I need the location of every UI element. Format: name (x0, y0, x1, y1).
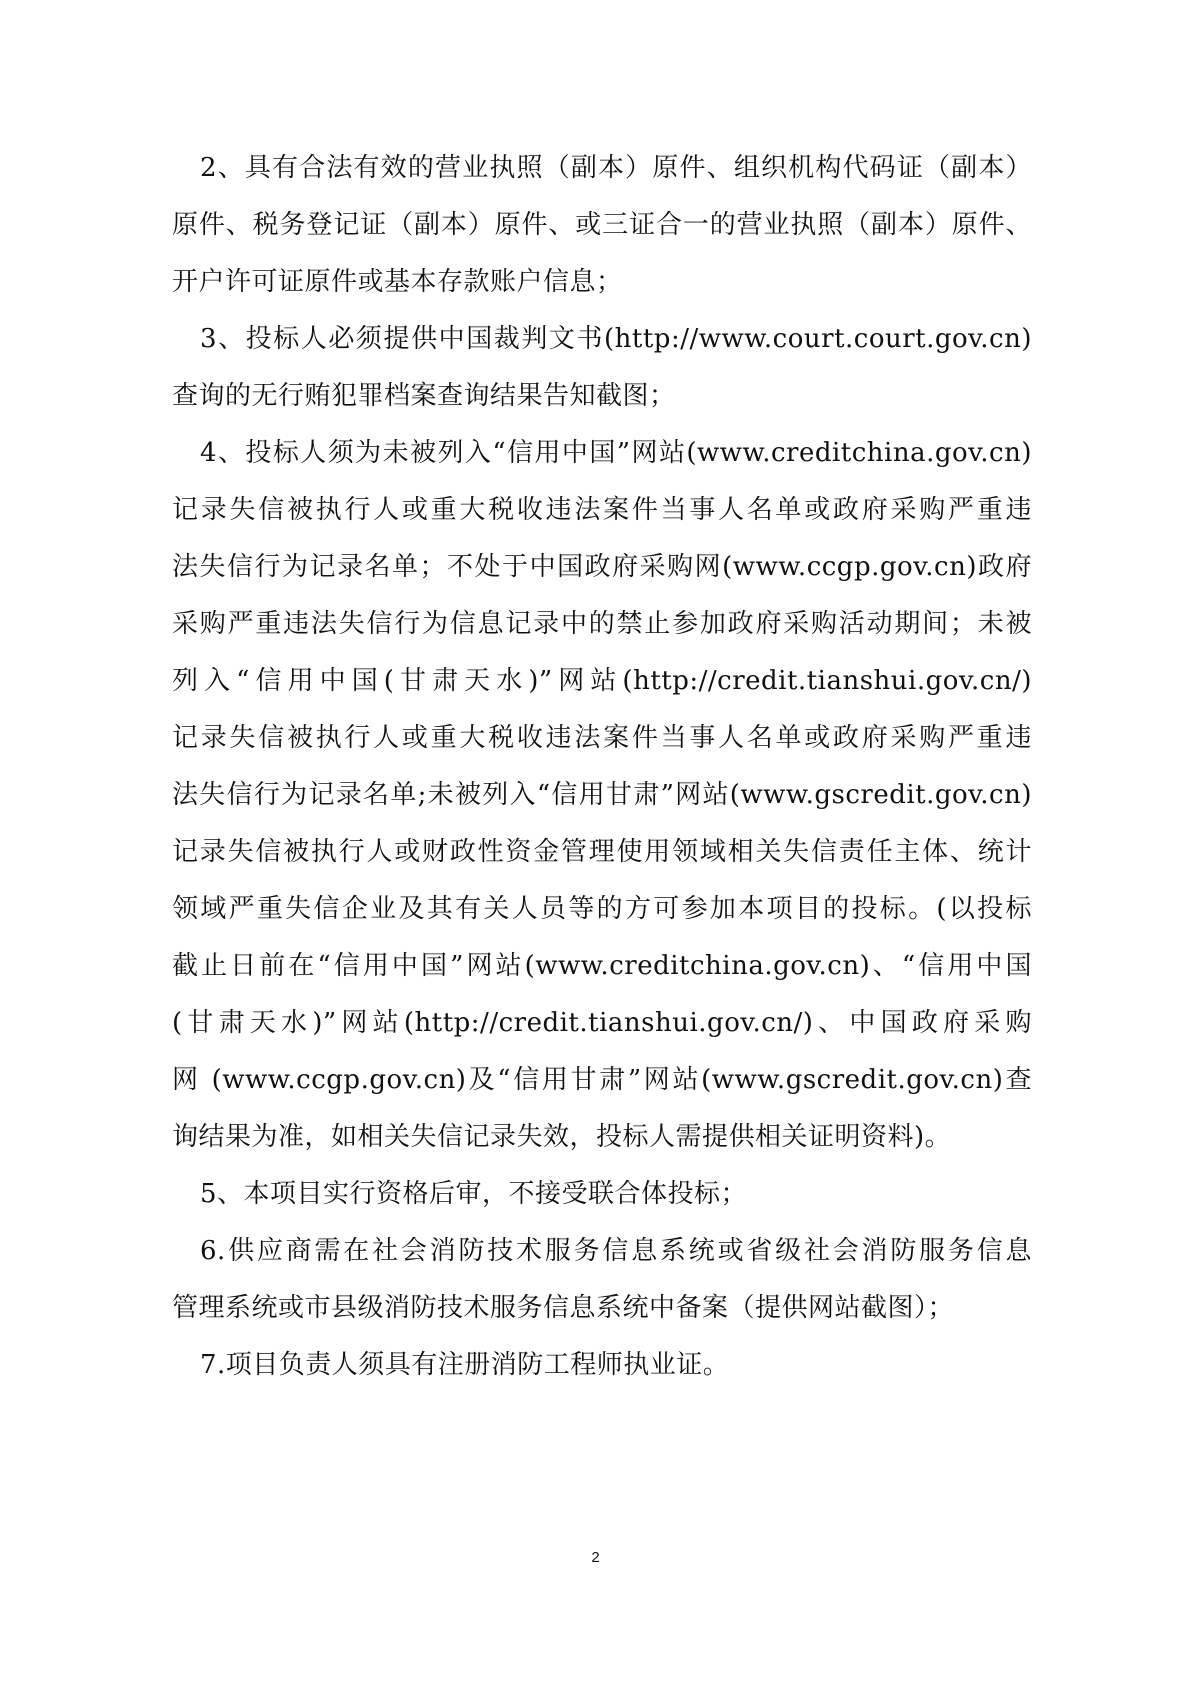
text-line: 列入“信用中国(甘肃天水)”网站(http://credit.tianshui.gov.cn/) (172, 666, 1032, 696)
text-line: 3、投标人必须提供中国裁判文书(http://www.court.court.gov.cn) (200, 324, 1032, 354)
text-line: 领域严重失信企业及其有关人员等的方可参加本项目的投标。(以投标 (172, 894, 1032, 924)
text-line: 记录失信被执行人或重大税收违法案件当事人名单或政府采购严重违 (172, 495, 1032, 525)
text-line: 开户许可证原件或基本存款账户信息； (172, 267, 623, 297)
text-line: 记录失信被执行人或重大税收违法案件当事人名单或政府采购严重违 (172, 723, 1032, 753)
text-line: 5、本项目实行资格后审，不接受联合体投标； (200, 1179, 748, 1209)
text-line: 截止日前在“信用中国”网站(www.creditchina.gov.cn)、“信用中国 (172, 951, 1032, 981)
text-line: 6.供应商需在社会消防技术服务信息系统或省级社会消防服务信息 (200, 1236, 1032, 1266)
text-line: 询结果为准，如相关失信记录失效，投标人需提供相关证明资料)。 (172, 1122, 952, 1152)
text-line: 2、具有合法有效的营业执照（副本）原件、组织机构代码证（副本） (200, 153, 1032, 183)
text-line: 法失信行为记录名单；不处于中国政府采购网(www.ccgp.gov.cn)政府 (172, 552, 1032, 582)
text-line: 4、投标人须为未被列入“信用中国”网站(www.creditchina.gov.cn) (200, 438, 1032, 468)
text-line: 7.项目负责人须具有注册消防工程师执业证。 (200, 1350, 730, 1380)
text-line: 网 (www.ccgp.gov.cn)及“信用甘肃”网站(www.gscredit.gov.cn)查 (172, 1065, 1032, 1095)
text-line: 查询的无行贿犯罪档案查询结果告知截图； (172, 381, 676, 411)
text-line: 原件、税务登记证（副本）原件、或三证合一的营业执照（副本）原件、 (172, 210, 1032, 240)
text-line: 管理系统或市县级消防技术服务信息系统中备案（提供网站截图）； (172, 1293, 955, 1323)
text-line: 记录失信被执行人或财政性资金管理使用领域相关失信责任主体、统计 (172, 837, 1032, 867)
text-line: 法失信行为记录名单;未被列入“信用甘肃”网站(www.gscredit.gov.cn) (172, 780, 1032, 810)
page-number: 2 (591, 1549, 600, 1566)
text-line: 采购严重违法失信行为信息记录中的禁止参加政府采购活动期间；未被 (172, 609, 1032, 639)
text-line: (甘肃天水)”网站(http://credit.tianshui.gov.cn/)、中国政府采购 (172, 1008, 1032, 1038)
